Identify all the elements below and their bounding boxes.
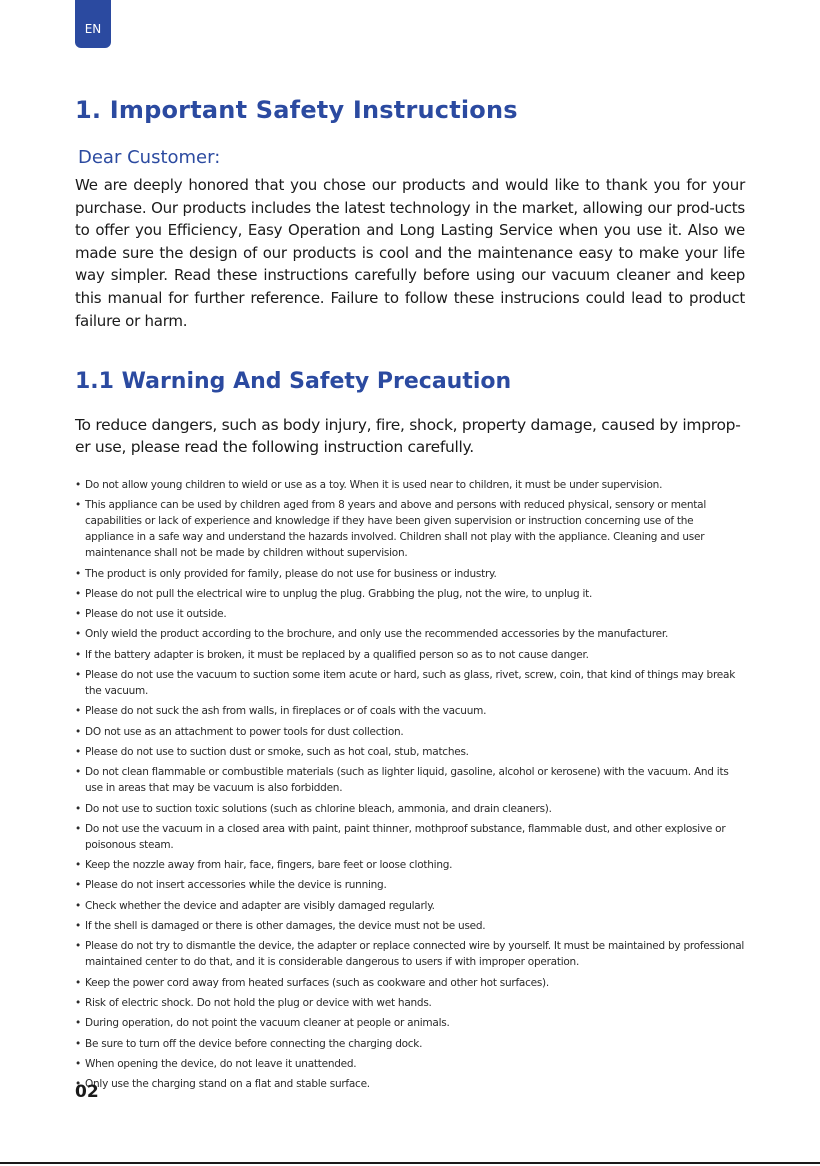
list-item: • This appliance can be used by children aged from 8 years and above and persons with reduced physical, sensory or mental capabilities or lack of experience and knowledge if they have been given supervision or instruction concerning use of the appliance in a safe way and understand the hazards involved. Children shall not play with the appliance. Cleaning and user maintenance shall not be made by children without supervision. — [75, 497, 745, 561]
language-tab: EN — [75, 0, 111, 48]
list-item: • Please do not use to suction dust or smoke, such as hot coal, stub, matches. — [75, 744, 745, 760]
list-item: • Keep the nozzle away from hair, face, fingers, bare feet or loose clothing. — [75, 857, 745, 873]
list-item: • Do not allow young children to wield or use as a toy. When it is used near to children, it must be under supervision. — [75, 477, 745, 493]
list-item: • Please do not insert accessories while the device is running. — [75, 877, 745, 893]
list-item: • Please do not suck the ash from walls, in fireplaces or of coals with the vacuum. — [75, 703, 745, 719]
list-item: • Please do not use the vacuum to suction some item acute or hard, such as glass, rivet, screw, coin, that kind of things may break the vacuum. — [75, 667, 745, 699]
bottom-divider — [0, 1162, 820, 1164]
list-item: • When opening the device, do not leave it unattended. — [75, 1056, 745, 1072]
section-title: 1.1 Warning And Safety Precaution — [75, 369, 512, 394]
section-lead: To reduce dangers, such as body injury, fire, shock, property damage, caused by improp-er use, please read the following instruction carefully. — [75, 416, 741, 456]
list-item: • During operation, do not point the vacuum cleaner at people or animals. — [75, 1015, 745, 1031]
list-item: • Please do not try to dismantle the device, the adapter or replace connected wire by yourself. It must be maintained by professional maintained center to do that, and it is considerable dangerous to users if with improper operation. — [75, 938, 745, 970]
list-item: • Be sure to turn off the device before connecting the charging dock. — [75, 1036, 745, 1052]
list-item: • Only wield the product according to the brochure, and only use the recommended accessories by the manufacturer. — [75, 626, 745, 642]
list-item: • The product is only provided for family, please do not use for business or industry. — [75, 566, 745, 582]
safety-bullet-list — [75, 477, 745, 1096]
list-item: • Only use the charging stand on a flat and stable surface. — [75, 1076, 745, 1092]
list-item: • If the battery adapter is broken, it must be replaced by a qualified person so as to not cause danger. — [75, 647, 745, 663]
list-item: • DO not use as an attachment to power tools for dust collection. — [75, 724, 745, 740]
list-item: • Please do not use it outside. — [75, 606, 745, 622]
list-item: • Do not clean flammable or combustible materials (such as lighter liquid, gasoline, alcohol or kerosene) with the vacuum. And its use in areas that may be vacuum is also forbidden. — [75, 764, 745, 796]
list-item: • Do not use to suction toxic solutions (such as chlorine bleach, ammonia, and drain cleaners). — [75, 801, 745, 817]
list-item: • Risk of electric shock. Do not hold the plug or device with wet hands. — [75, 995, 745, 1011]
list-item: • Keep the power cord away from heated surfaces (such as cookware and other hot surfaces). — [75, 975, 745, 991]
page-number: 02 — [75, 1082, 99, 1102]
page-title: 1. Important Safety Instructions — [75, 96, 518, 124]
list-item: • Please do not pull the electrical wire to unplug the plug. Grabbing the plug, not the wire, to unplug it. — [75, 586, 745, 602]
greeting-heading: Dear Customer: — [78, 147, 221, 168]
list-item: • Do not use the vacuum in a closed area with paint, paint thinner, mothproof substance, flammable dust, and other explosive or poisonous steam. — [75, 821, 745, 853]
list-item: • If the shell is damaged or there is other damages, the device must not be used. — [75, 918, 745, 934]
list-item: • Check whether the device and adapter are visibly damaged regularly. — [75, 898, 745, 914]
intro-paragraph: We are deeply honored that you chose our products and would like to thank you for your purchase. Our products includes the latest technology in the market, allowing our prod-ucts to offer you Efficiency, Easy Operation and Long Lasting Service when you use it. Also we made sure the design of our products is cool and the maintenance easy to make your life way simpler. Read these instructions carefully before using our vacuum cleaner and keep this manual for further reference. Failure to follow these instrucions could lead to product failure or harm. — [75, 176, 745, 330]
